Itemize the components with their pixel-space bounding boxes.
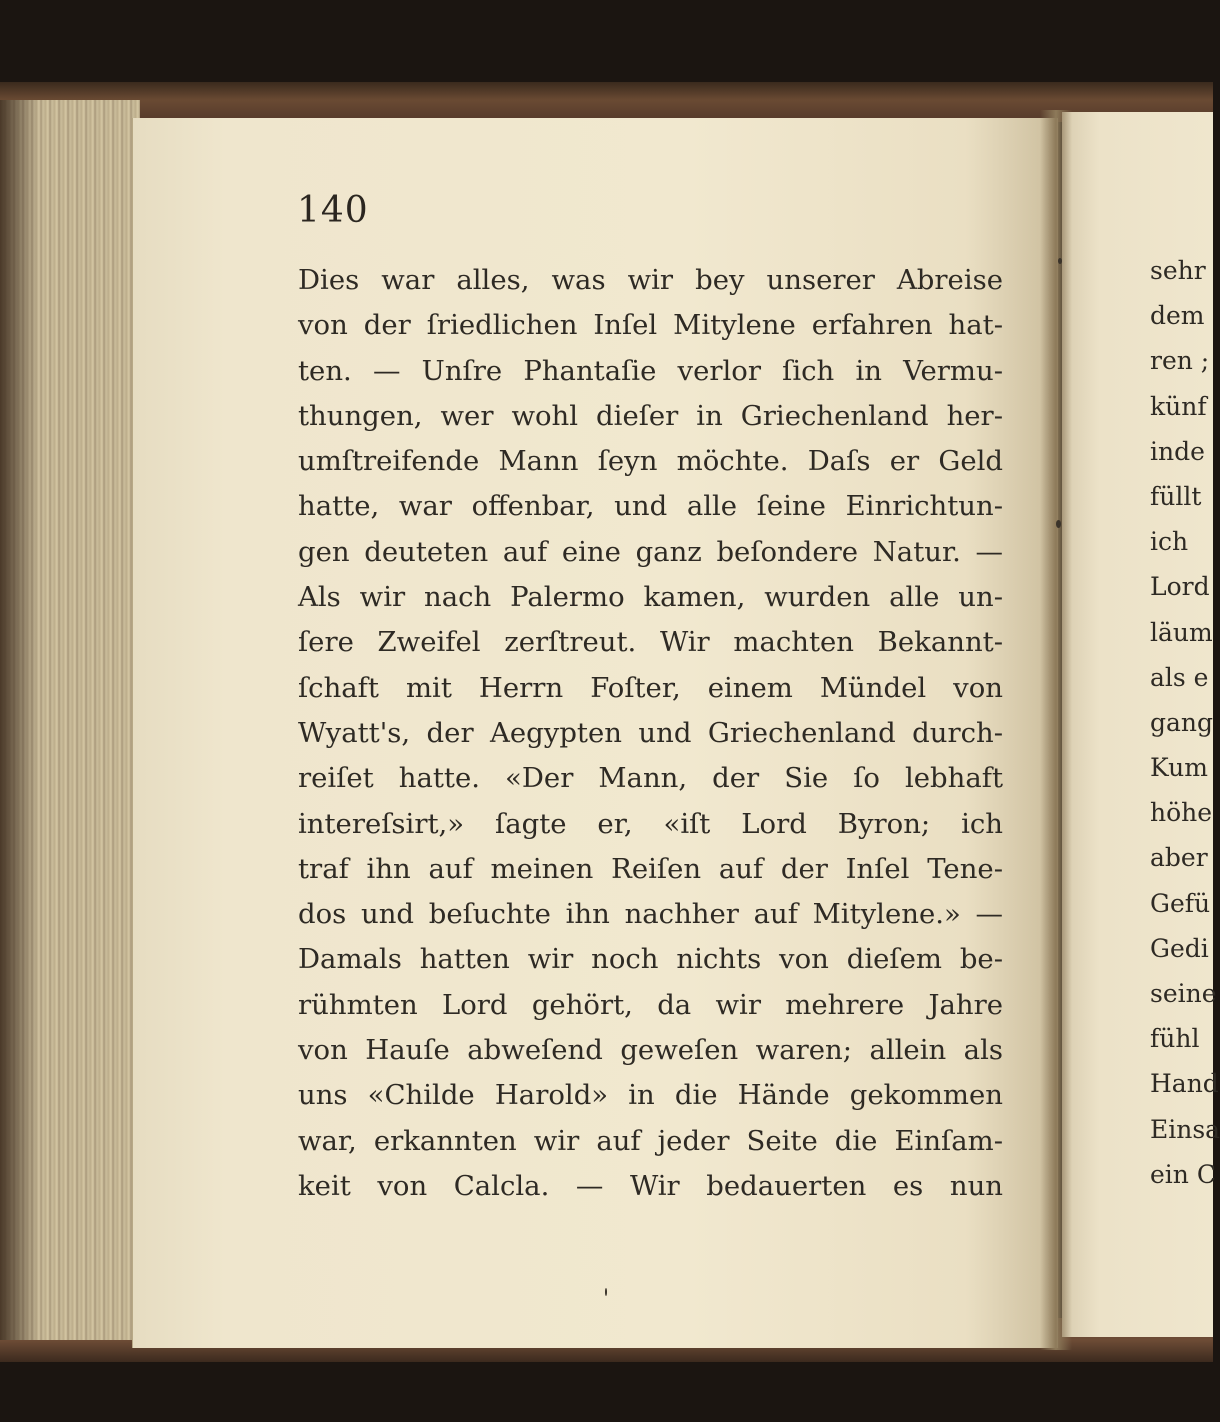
- text-line: füllt: [1150, 481, 1202, 511]
- left-page-text: [298, 258, 1003, 1209]
- page-number: 140: [297, 190, 369, 231]
- text-line: umſtreifende Mann ſeyn möchte. Daſs er Geld: [298, 445, 1003, 478]
- text-line: höhe: [1150, 798, 1213, 828]
- text-line: Als wir nach Palermo kamen, wurden alle un-: [298, 581, 1003, 614]
- text-line: ſchaft mit Herrn Foſter, einem Mündel von: [298, 671, 1003, 704]
- text-line: sehr: [1150, 256, 1206, 285]
- text-line: hatte, war offenbar, und alle ſeine Einrichtun-: [298, 490, 1003, 523]
- paper-speck: [1058, 258, 1062, 264]
- text-line: Kum: [1150, 753, 1208, 783]
- text-line: Gefü: [1150, 888, 1211, 918]
- text-line: traf ihn auf meinen Reiſen auf der Inſel Tene-: [298, 852, 1003, 885]
- text-line: ein C: [1150, 1159, 1216, 1189]
- text-line: war, erkannten wir auf jeder Seite die Einſam-: [298, 1124, 1003, 1157]
- text-line: ich: [1150, 527, 1189, 557]
- text-line: gang: [1150, 707, 1214, 737]
- paper-speck: [605, 1288, 607, 1296]
- text-line: dem: [1150, 301, 1205, 331]
- text-line: Dies war alles, was wir bey unserer Abreise: [298, 264, 1003, 296]
- text-line: inde: [1150, 436, 1205, 466]
- text-line: aber: [1150, 843, 1208, 873]
- gutter: [1040, 110, 1072, 1350]
- text-line: fühl: [1150, 1024, 1200, 1054]
- text-line: von Hauſe abweſend geweſen waren; allein als: [298, 1034, 1003, 1067]
- text-line: Wyatt's, der Aegypten und Griechenland durch-: [298, 716, 1003, 749]
- text-line: intereſsirt,» ſagte er, «iſt Lord Byron; ich: [298, 807, 1003, 840]
- text-line: thungen, wer wohl dieſer in Griechenland her-: [298, 399, 1003, 432]
- text-line: Lord: [1150, 572, 1210, 602]
- binding-top: [0, 82, 1213, 122]
- text-line: von der ſriedlichen Inſel Mitylene erfahren hat-: [298, 309, 1003, 342]
- text-line: reiſet hatte. «Der Mann, der Sie ſo lebhaft: [298, 762, 1003, 795]
- text-line: Hand: [1150, 1069, 1219, 1099]
- text-line: Gedi: [1150, 933, 1209, 963]
- text-line: gen deuteten auf eine ganz beſondere Natur. —: [298, 535, 1003, 568]
- text-line: Damals hatten wir noch nichts von dieſem be-: [298, 943, 1003, 976]
- text-line: ren ;: [1150, 346, 1210, 376]
- page-edges-shadow: [0, 100, 40, 1340]
- text-line: ſere Zweifel zerſtreut. Wir machten Bekannt-: [298, 626, 1003, 659]
- text-line: dos und beſuchte ihn nachher auf Mitylene.» —: [298, 898, 1003, 931]
- text-line: keit von Calcla. — Wir bedauerten es nun: [298, 1169, 1003, 1202]
- right-page-text: [1150, 248, 1220, 1197]
- text-line: ten. — Unſre Phantaſie verlor ſich in Vermu-: [298, 354, 1003, 387]
- text-line: rühmten Lord gehört, da wir mehrere Jahre: [298, 988, 1003, 1021]
- text-line: läum: [1150, 617, 1213, 647]
- text-line: als e: [1150, 662, 1209, 692]
- text-line: Einsa: [1150, 1114, 1220, 1144]
- text-line: künf: [1150, 391, 1207, 421]
- paper-speck: [1056, 520, 1061, 528]
- text-line: uns «Childe Harold» in die Hände gekommen: [298, 1079, 1003, 1112]
- text-line: seine: [1150, 979, 1217, 1008]
